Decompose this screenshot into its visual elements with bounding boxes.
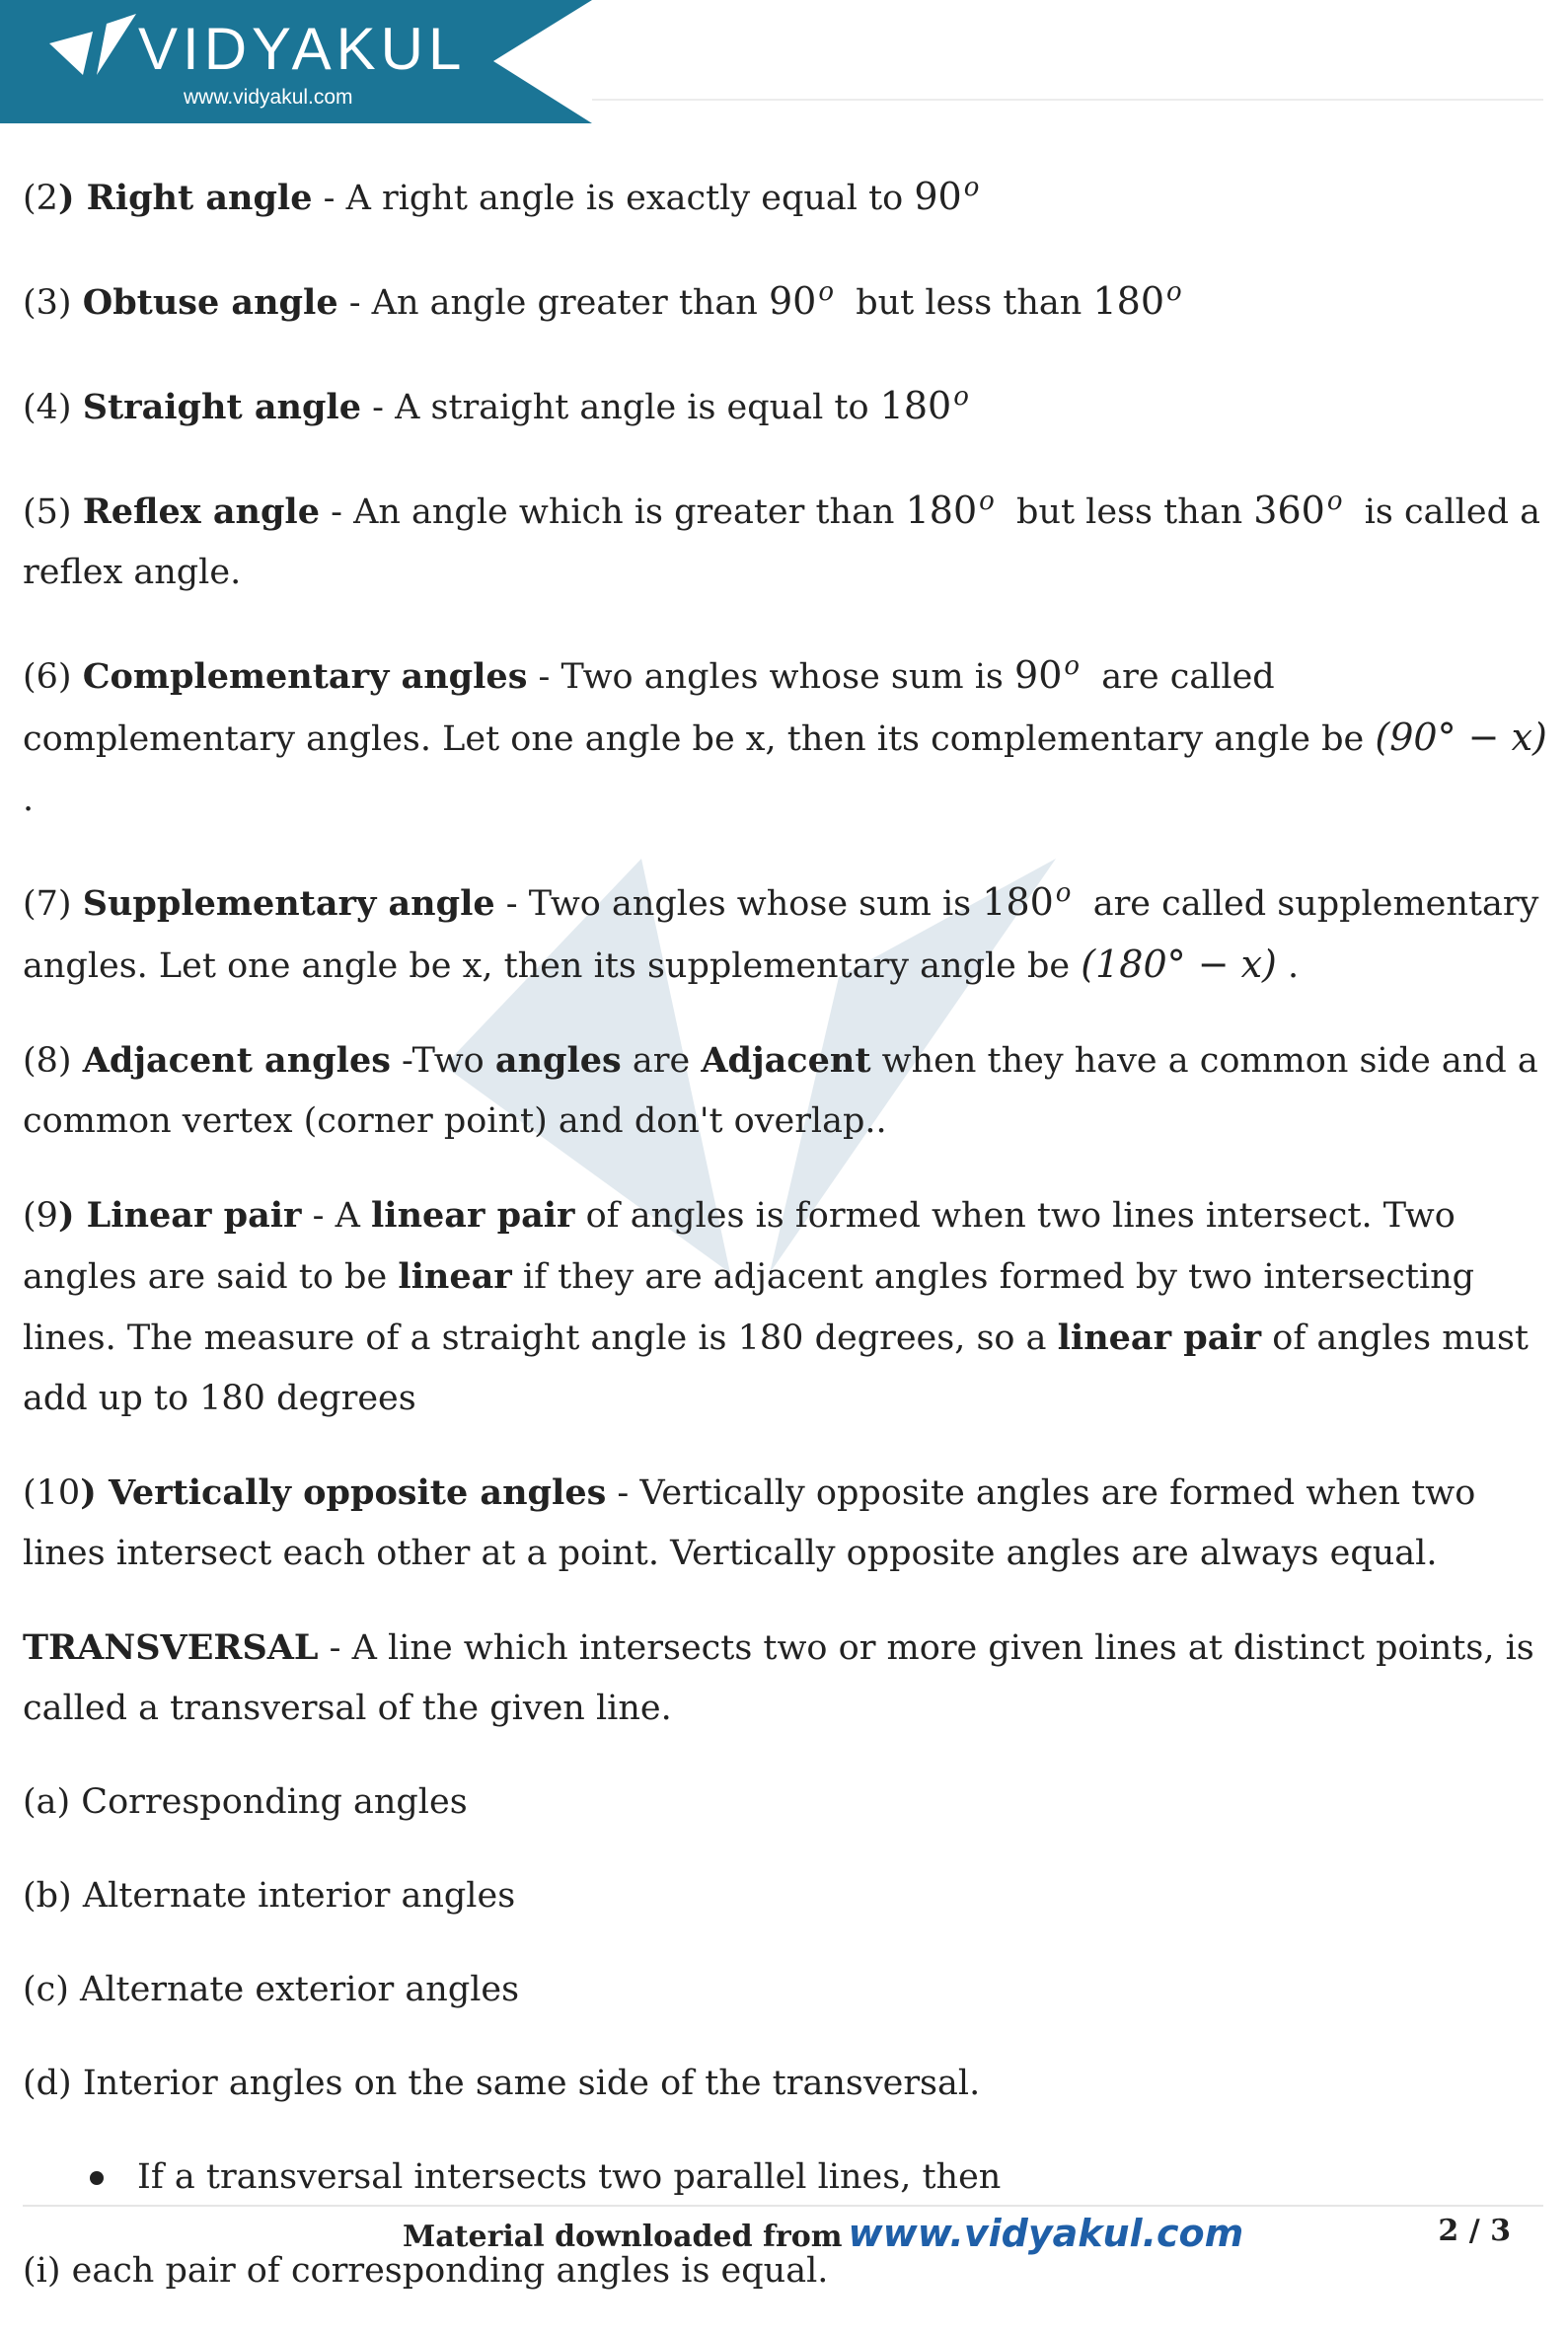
item-straight-angle: (4) Straight angle - A straight angle is equal to 180$^o$: [23, 382, 969, 427]
item-complementary-angles: (6) Complementary angles - Two angles whose sum is 90$^o$ are called complementary angles. Let one angle be x, then its complementary angle be (90° − x) .: [23, 651, 1547, 819]
footer-link[interactable]: www.vidyakul.com: [848, 2212, 1244, 2255]
bullet-item: If a transversal intersects two parallel lines, then: [90, 2147, 1547, 2208]
transversal-definition: TRANSVERSAL - A line which intersects two or more given lines at distinct points, is called a transversal of the given line.: [23, 1627, 1534, 1728]
document-body: [23, 158, 1552, 2335]
vidyakul-logo-icon: [49, 14, 138, 83]
brand-url[interactable]: www.vidyakul.com: [184, 86, 353, 109]
header-rule: [592, 99, 1543, 101]
page-header: [0, 0, 1568, 123]
item-reflex-angle: (5) Reflex angle - An angle which is greater than 180$^o$ but less than 360$^o$ is called a reflex angle.: [23, 487, 1552, 592]
item-vertically-opposite-angles: (10) Vertically opposite angles - Vertically opposite angles are formed when two lines intersect each other at a point. Vertically opposite angles are always equal.: [23, 1472, 1476, 1573]
item-linear-pair: (9) Linear pair - A linear pair of angles is formed when two lines intersect. Two angles are said to be linear if they are adjacent angles formed by two intersecting lines. The measure of a straight angle is 180 degrees, so a linear pair of angles must add up to 180 degrees: [23, 1195, 1529, 1418]
list-item: (c) Alternate exterior angles: [23, 1970, 520, 2009]
bullet-icon: [90, 2171, 104, 2185]
item-right-angle: (2) Right angle - A right angle is exactly equal to 90$^o$: [23, 173, 980, 218]
item-obtuse-angle: (3) Obtuse angle - An angle greater than 90$^o$ but less than 180$^o$: [23, 277, 1182, 323]
list-item: (a) Corresponding angles: [23, 1782, 468, 1822]
list-item: (d) Interior angles on the same side of the transversal.: [23, 2064, 981, 2103]
item-supplementary-angle: (7) Supplementary angle - Two angles whose sum is 180$^o$ are called supplementary angles. Let one angle be x, then its supplementary angle be (180° − x) .: [23, 878, 1550, 986]
page-number: 2 / 3: [1438, 2214, 1511, 2248]
brand-name: VIDYAKUL: [138, 16, 467, 82]
list-item: (i) each pair of corresponding angles is equal.: [23, 2251, 829, 2291]
footer-rule: [23, 2205, 1543, 2207]
item-adjacent-angles: (8) Adjacent angles -Two angles are Adjacent when they have a common side and a common vertex (corner point) and don't overlap..: [23, 1040, 1538, 1141]
list-item: (b) Alternate interior angles: [23, 1876, 516, 1916]
footer-credit: Material downloaded from www.vidyakul.com: [403, 2212, 1244, 2255]
